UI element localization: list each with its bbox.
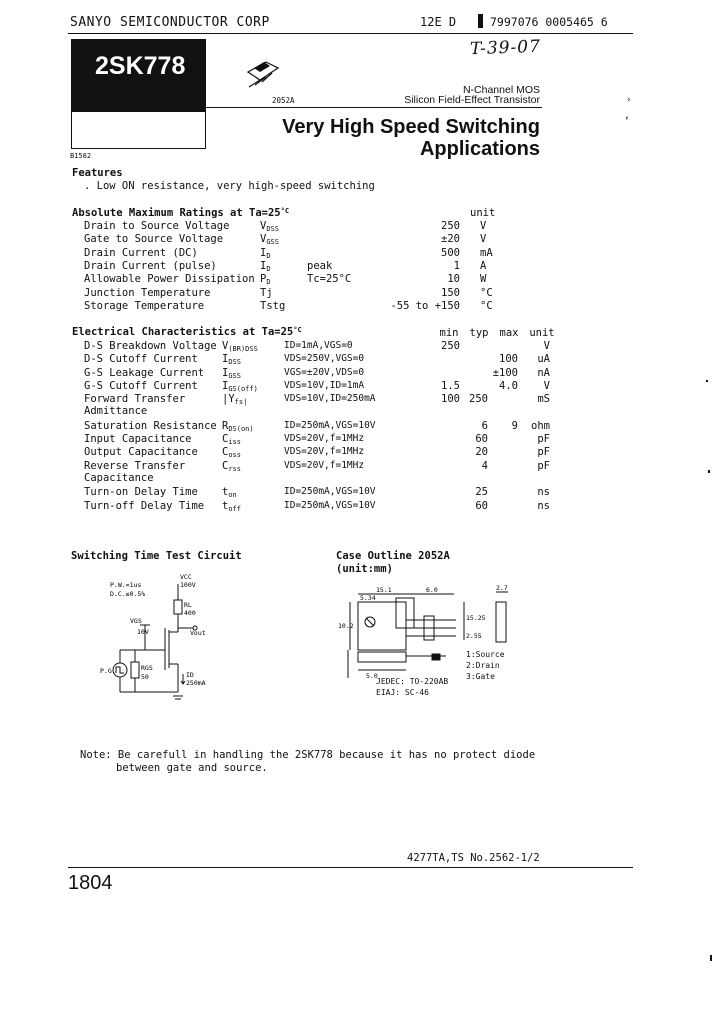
abs-max-symbol-sub: D xyxy=(266,278,271,287)
switching-circuit-diagram xyxy=(85,570,235,710)
elec-condition: ID=250mA,VGS=10V xyxy=(284,499,376,511)
abs-max-symbol-sub: D xyxy=(266,264,271,273)
circuit-heading: Switching Time Test Circuit xyxy=(71,550,242,562)
elec-symbol-sub: off xyxy=(228,504,241,513)
elec-unit: V xyxy=(543,340,550,352)
abs-max-heading: Absolute Maximum Ratings at $Ta=25^{^\circ C}$ xyxy=(72,207,290,219)
abs-max-unit-header: unit xyxy=(470,207,496,219)
elec-unit: V xyxy=(543,379,550,392)
elec-unit: nA xyxy=(537,366,550,379)
elec-symbol xyxy=(222,380,258,393)
elec-typ: 4 xyxy=(481,459,488,472)
abs-max-symbol xyxy=(260,273,271,286)
abs-max-value: 250 xyxy=(441,220,460,232)
elec-param: Turn-off Delay Time xyxy=(84,499,205,512)
package-icon xyxy=(240,56,286,90)
abs-max-unit: °C xyxy=(480,286,493,299)
circuit-rgs: RGS xyxy=(141,664,153,672)
circuit-vout: Vout xyxy=(190,629,206,637)
circuit-rgs-value: 50 xyxy=(141,673,149,681)
abs-max-value: 10 xyxy=(447,273,460,286)
footer-rule xyxy=(68,867,633,868)
elec-param: Input Capacitance xyxy=(84,433,192,446)
features-item: . Low ON resistance, very high-speed switching xyxy=(84,180,375,192)
barcode-mark xyxy=(478,14,483,28)
abs-max-symbol-sub: D xyxy=(266,251,271,260)
elec-symbol-main: t xyxy=(222,486,229,499)
elec-symbol-sub: rss xyxy=(228,464,241,473)
elec-col-min: min xyxy=(439,327,459,339)
elec-symbol-main: t xyxy=(222,499,229,512)
case-dim-15-25: 15.25 xyxy=(466,614,486,622)
features-heading: Features xyxy=(72,167,123,179)
abs-max-value: 500 xyxy=(441,246,460,259)
abs-max-symbol-main: I xyxy=(260,259,267,272)
abs-max-param: Drain Current (pulse) xyxy=(84,259,217,272)
elec-symbol-sub: iss xyxy=(228,438,241,447)
title-line-2: Applications xyxy=(419,138,540,160)
elec-condition: ID=250mA,VGS=10V xyxy=(284,419,376,431)
elec-unit: pF xyxy=(537,446,550,459)
elec-min: 100 xyxy=(441,393,460,406)
abs-max-symbol xyxy=(260,220,279,233)
elec-col-unit: unit xyxy=(529,327,555,339)
elec-symbol-main: I xyxy=(222,366,229,379)
case-heading: Case Outline 2052A xyxy=(336,550,450,562)
circuit-id: ID xyxy=(186,671,194,679)
part-number-subbox xyxy=(71,111,206,149)
elec-unit: mS xyxy=(537,393,550,406)
elec-min: 250 xyxy=(441,340,460,352)
elec-max: ±100 xyxy=(492,366,518,379)
elec-heading: Electrical Characteristics at $Ta=25^{^\circ C}$ xyxy=(72,326,302,338)
elec-param: D-S Cutoff Current xyxy=(84,353,198,366)
elec-typ: 60 xyxy=(475,499,488,512)
abs-max-value: 150 xyxy=(441,286,460,299)
circuit-rl-value: 400 xyxy=(184,609,196,617)
case-unit: (unit:mm) xyxy=(336,563,393,575)
elec-typ: 6 xyxy=(481,419,488,432)
scan-speck xyxy=(708,470,710,473)
elec-symbol-main: V xyxy=(222,340,229,352)
elec-condition: ID=250mA,VGS=10V xyxy=(284,486,376,498)
abs-max-symbol-main: Tstg xyxy=(260,299,286,312)
abs-max-param: Allowable Power Dissipation xyxy=(84,273,255,286)
elec-min: 1.5 xyxy=(441,379,460,392)
abs-max-condition: Tc=25°C xyxy=(307,273,352,286)
elec-max: 100 xyxy=(499,353,518,366)
elec-param: D-S Breakdown Voltage xyxy=(84,340,217,352)
page-number: 1804 xyxy=(68,872,113,894)
elec-condition: VDS=20V,f=1MHz xyxy=(284,459,365,471)
abs-max-value: -55 to +150 xyxy=(390,299,460,312)
circuit-pw: P.W.=1us xyxy=(110,581,142,589)
case-dim-10-2: 10.2 xyxy=(338,622,354,630)
elec-param-line2: Capacitance xyxy=(84,471,154,484)
elec-symbol xyxy=(222,500,241,513)
circuit-vgs: VGS xyxy=(130,617,142,625)
scan-speck xyxy=(710,955,712,961)
abs-max-value: 1 xyxy=(453,259,460,272)
elec-condition: VDS=20V,f=1MHz xyxy=(284,446,365,458)
footer-code: 4277TA,TS No.2562-1/2 xyxy=(407,852,540,864)
barcode-text: 7997076 0005465 6 xyxy=(490,15,608,29)
elec-symbol-main: R xyxy=(222,419,229,432)
elec-symbol xyxy=(222,433,241,446)
handwritten-note: T-39-07 xyxy=(469,36,542,60)
elec-symbol xyxy=(222,367,241,380)
case-pin-3: 3:Gate xyxy=(466,672,495,681)
elec-col-max: max xyxy=(499,327,519,339)
abs-max-symbol xyxy=(260,247,271,260)
circuit-dc: D.C.≤0.5% xyxy=(110,590,146,598)
case-dim-5-34: 5.34 xyxy=(360,594,376,602)
elec-param-line2: Admittance xyxy=(84,405,148,418)
abs-max-unit: V xyxy=(480,220,487,232)
elec-typ: 25 xyxy=(475,486,488,499)
elec-condition: VDS=250V,VGS=0 xyxy=(284,353,365,365)
abs-max-symbol xyxy=(260,287,273,300)
elec-col-typ: typ xyxy=(469,327,489,339)
elec-symbol xyxy=(222,460,241,473)
type-line-2: Silicon Field-Effect Transistor xyxy=(404,94,540,106)
abs-max-param: Junction Temperature xyxy=(84,286,211,299)
abs-max-symbol-main: Tj xyxy=(260,286,273,299)
company-name: SANYO SEMICONDUCTOR CORP xyxy=(70,15,270,30)
abs-max-unit: V xyxy=(480,233,487,246)
abs-max-param: Storage Temperature xyxy=(84,299,205,312)
elec-param: G-S Cutoff Current xyxy=(84,379,198,392)
elec-typ: 60 xyxy=(475,433,488,446)
elec-typ: 250 xyxy=(469,393,488,406)
elec-symbol-sub: on xyxy=(228,491,237,500)
note-line-1: Note: Be carefull in handling the 2SK778 because it has no protect diode xyxy=(80,749,536,761)
elec-symbol-main: |Y xyxy=(222,393,235,406)
abs-max-unit: °C xyxy=(480,299,493,312)
abs-max-unit: W xyxy=(480,273,487,286)
abs-max-symbol-main: V xyxy=(260,233,267,246)
elec-condition: VDS=20V,f=1MHz xyxy=(284,433,365,445)
abs-max-param: Gate to Source Voltage xyxy=(84,233,224,246)
elec-max: 9 xyxy=(511,419,518,432)
elec-symbol xyxy=(222,486,237,499)
elec-typ: 20 xyxy=(475,446,488,459)
abs-max-unit: mA xyxy=(480,246,493,259)
abs-max-symbol xyxy=(260,260,271,273)
elec-unit: uA xyxy=(537,353,550,366)
circuit-vcc: VCC xyxy=(180,573,192,581)
elec-param: Reverse Transfer xyxy=(84,459,186,472)
header-rule xyxy=(68,33,633,34)
case-eiaj: EIAJ: SC-46 xyxy=(376,688,429,697)
elec-unit: ns xyxy=(537,499,550,512)
case-pin-2: 2:Drain xyxy=(466,661,500,670)
edge-mark-2: , xyxy=(624,110,631,121)
elec-symbol-main: I xyxy=(222,353,229,366)
title-rule xyxy=(206,107,542,108)
elec-unit: ns xyxy=(537,486,550,499)
circuit-id-value: 250mA xyxy=(186,679,206,687)
abs-max-param: Drain to Source Voltage xyxy=(84,220,230,232)
scan-speck xyxy=(706,380,708,382)
abs-max-unit: A xyxy=(480,259,487,272)
elec-condition: VDS=10V,ID=1mA xyxy=(284,379,365,391)
elec-condition: VGS=±20V,VDS=0 xyxy=(284,366,365,378)
part-number: 2SK778 xyxy=(95,52,186,80)
case-dim-5-0: 5.0 xyxy=(366,672,378,680)
elec-symbol-sub: fs| xyxy=(234,398,248,407)
abs-max-symbol-sub: DSS xyxy=(266,225,279,233)
elec-symbol-sub: GS(off) xyxy=(228,384,258,393)
circuit-vgs-value: 10V xyxy=(137,628,149,636)
elec-unit: ohm xyxy=(531,419,550,432)
elec-condition: ID=1mA,VGS=0 xyxy=(284,340,353,351)
note-line-2: between gate and source. xyxy=(116,762,268,774)
package-label: 2052A xyxy=(272,96,295,105)
document-code: 12E D xyxy=(420,15,457,29)
abs-max-symbol-main: I xyxy=(260,246,267,259)
type-line-1: N-Channel MOS xyxy=(462,84,540,96)
elec-symbol-main: C xyxy=(222,459,229,472)
elec-max: 4.0 xyxy=(499,379,518,392)
elec-symbol xyxy=(222,393,247,406)
part-number-block xyxy=(71,39,206,111)
elec-symbol xyxy=(222,420,254,433)
case-dim-6-0: 6.0 xyxy=(426,586,438,594)
elec-param: Saturation Resistance xyxy=(84,419,217,432)
abs-max-value: ±20 xyxy=(441,233,460,246)
elec-param: Turn-on Delay Time xyxy=(84,486,198,499)
abs-max-symbol-sub: GSS xyxy=(266,238,279,247)
case-dim-15-1: 15.1 xyxy=(376,586,392,594)
elec-unit: pF xyxy=(537,459,550,472)
elec-symbol-sub: GSS xyxy=(228,371,241,380)
elec-symbol-sub: (BR)DSS xyxy=(228,345,258,353)
circuit-vcc-value: 100V xyxy=(180,581,196,589)
abs-max-symbol-main: P xyxy=(260,273,267,286)
case-dim-2-55: 2.55 xyxy=(466,632,482,640)
elec-symbol xyxy=(222,353,241,366)
elec-param: Output Capacitance xyxy=(84,446,198,459)
title-line-1: Very High Speed Switching xyxy=(282,116,540,138)
edge-mark: › xyxy=(626,95,632,105)
elec-symbol xyxy=(222,446,241,459)
case-dim-2-7: 2.7 xyxy=(496,584,508,592)
elec-unit: pF xyxy=(537,433,550,446)
abs-max-symbol-main: V xyxy=(260,220,267,232)
elec-symbol xyxy=(222,340,258,353)
abs-max-symbol xyxy=(260,300,285,313)
abs-max-param: Drain Current (DC) xyxy=(84,246,198,259)
elec-param: G-S Leakage Current xyxy=(84,366,205,379)
case-jedec: JEDEC: TO-220AB xyxy=(376,677,449,686)
circuit-pg: P.G. xyxy=(100,667,116,675)
elec-symbol-main: I xyxy=(222,379,229,392)
elec-symbol-sub: DSS xyxy=(228,358,241,367)
abs-max-condition: peak xyxy=(307,259,333,272)
elec-condition: VDS=10V,ID=250mA xyxy=(284,393,376,405)
abs-max-symbol xyxy=(260,233,279,246)
elec-symbol-sub: DS(on) xyxy=(228,424,254,433)
elec-symbol-main: C xyxy=(222,446,229,459)
elec-symbol-main: C xyxy=(222,433,229,446)
case-pin-1: 1:Source xyxy=(466,650,505,659)
elec-symbol-sub: oss xyxy=(228,451,241,460)
circuit-rl: RL xyxy=(184,601,192,609)
elec-param: Forward Transfer xyxy=(84,393,186,406)
small-mark: B1582 xyxy=(70,152,92,160)
